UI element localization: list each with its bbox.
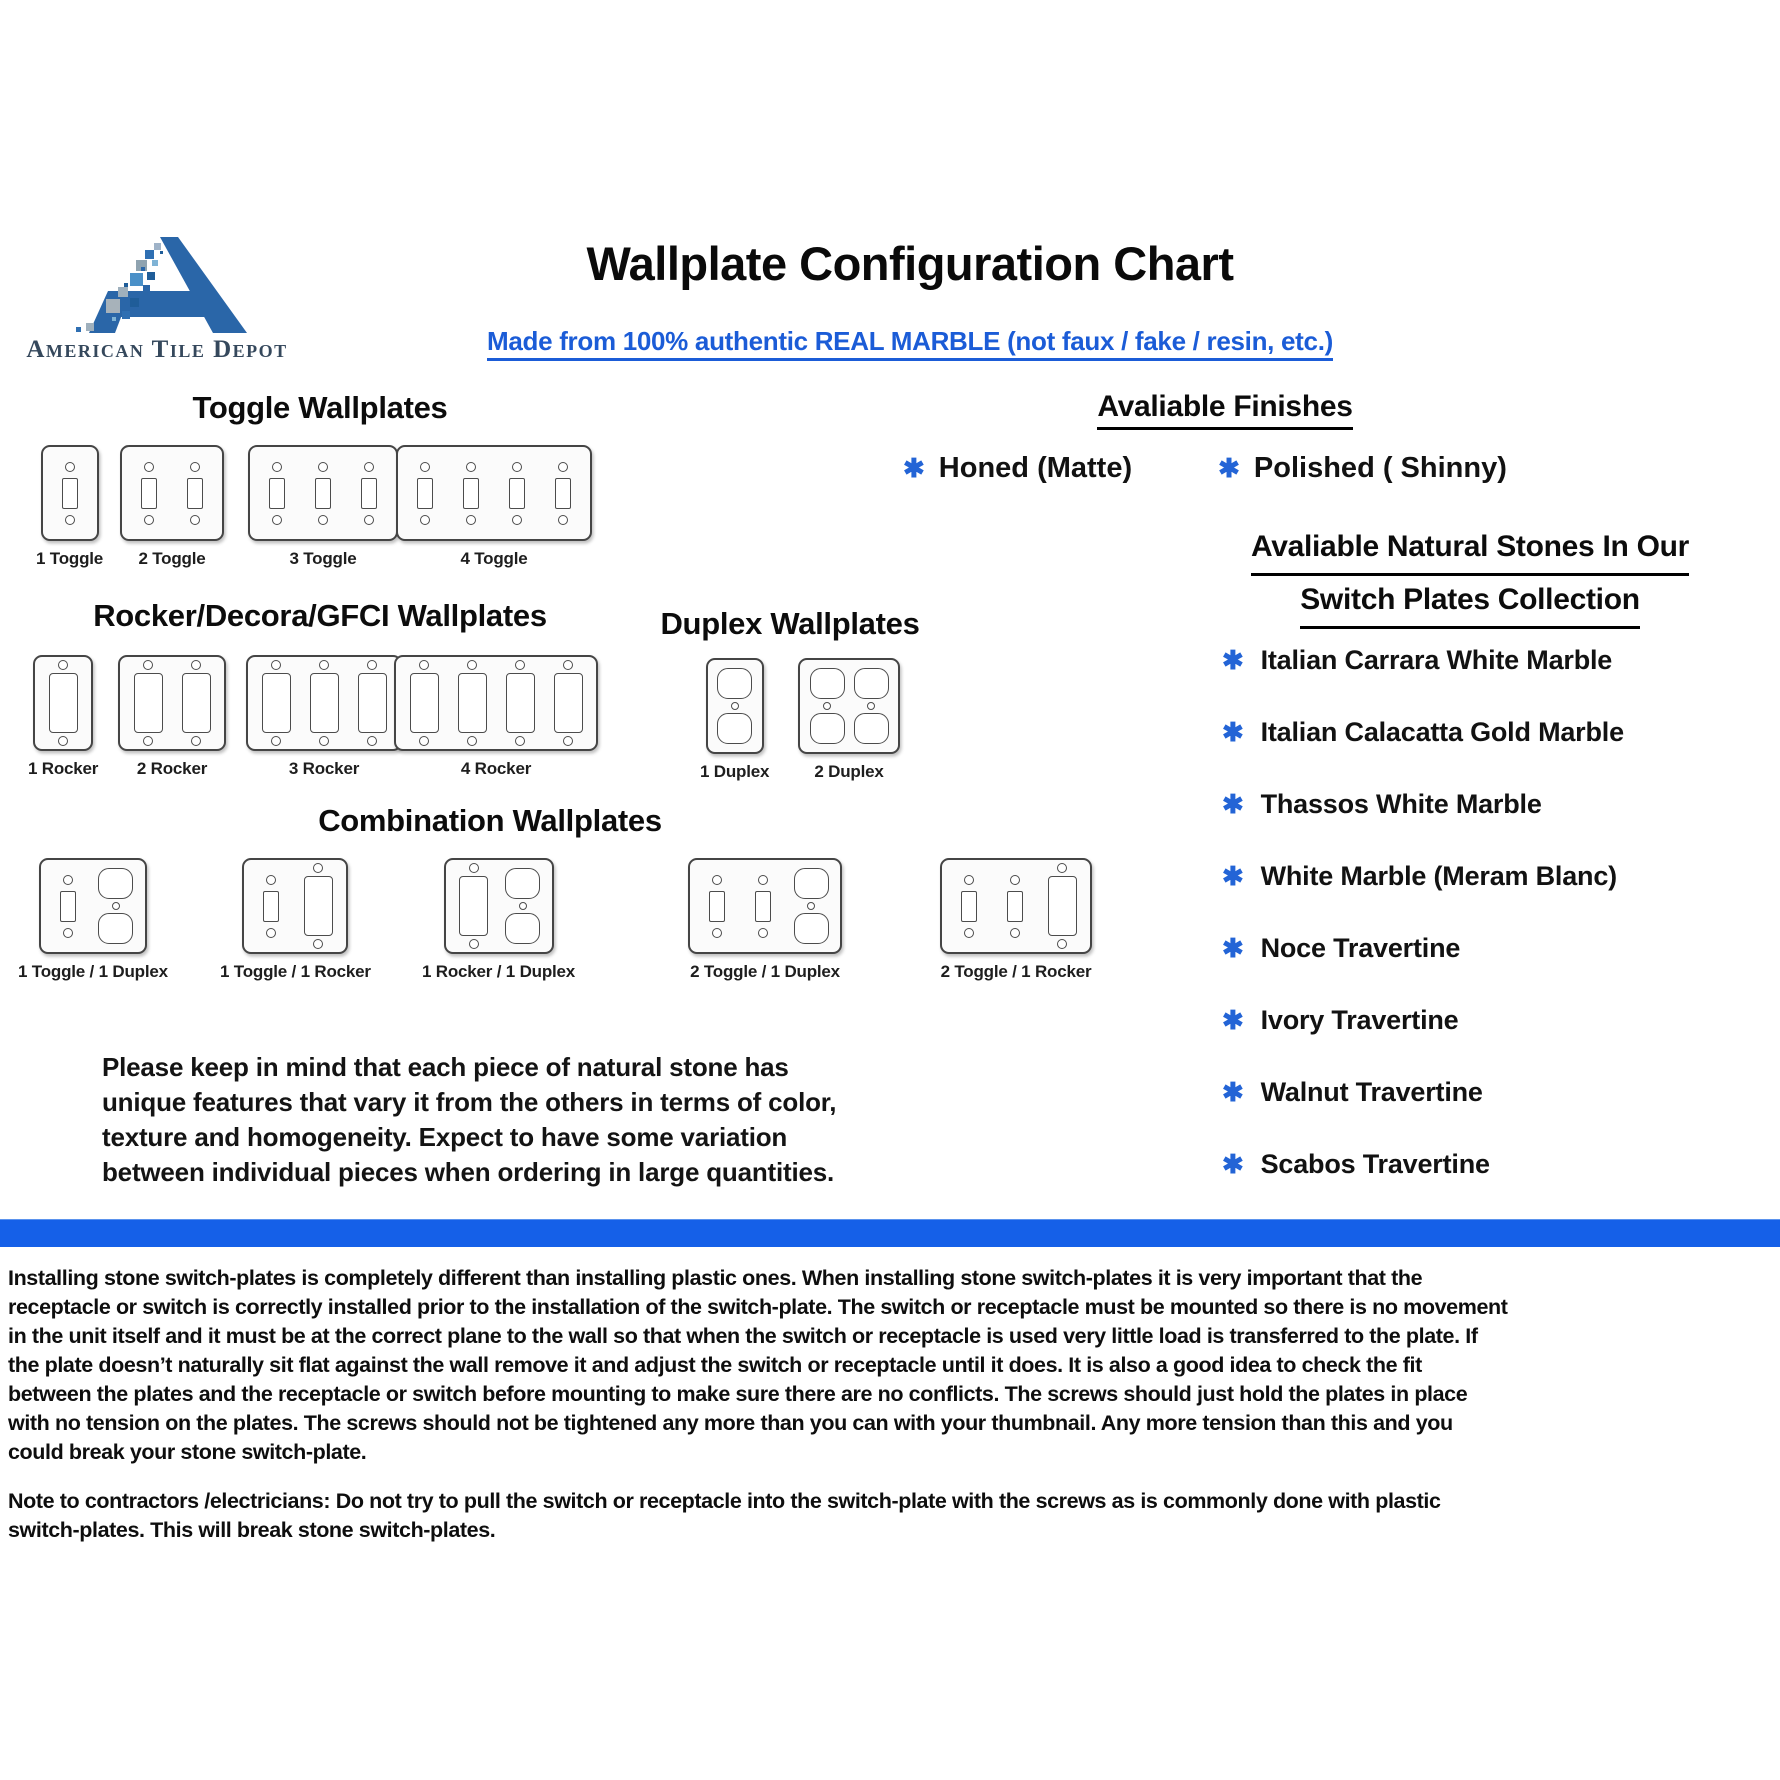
toggle-cutout [361, 478, 377, 509]
toggle-cutout [709, 891, 725, 922]
rocker-slot [300, 863, 336, 949]
screw-icon [364, 515, 374, 525]
text-line: between individual pieces when ordering in large quantities. [102, 1157, 835, 1187]
screw-icon [112, 902, 120, 910]
contractors-note [8, 1487, 1441, 1545]
screw-icon [469, 939, 479, 949]
wallplate-label: 1 Rocker [28, 759, 99, 778]
stone-item [1222, 789, 1624, 820]
duplex-outlet-cutout [854, 713, 889, 744]
wallplate-label: 1 Toggle / 1 Duplex [18, 962, 168, 981]
screw-icon [466, 515, 476, 525]
wallplate-item-2-toggle-1-rocker [940, 858, 1092, 982]
toggle-slot [454, 462, 488, 525]
screw-icon [63, 875, 73, 885]
stone-label: Noce Travertine [1260, 933, 1461, 963]
toggle-cutout [187, 478, 203, 509]
screw-icon [65, 462, 75, 472]
screw-icon [266, 875, 276, 885]
rocker-section-heading: Rocker/Decora/GFCI Wallplates [93, 598, 547, 633]
stones-heading-line1: Avaliable Natural Stones In Our [1251, 524, 1689, 576]
duplex-outlet-cutout [717, 713, 752, 744]
wallplate-item-1-toggle-1-rocker [220, 858, 371, 982]
text-line: the plate doesn’t naturally sit flat against the wall remove it and adjust the switch or receptacle until it does. It is also a good idea to check the fit [8, 1353, 1422, 1377]
text-line: texture and homogeneity. Expect to have some variation [102, 1122, 788, 1152]
duplex-outlet-cutout [810, 668, 845, 699]
star-bullet-icon: ✱ [1222, 933, 1244, 963]
wallplate-label: 3 Toggle [289, 549, 357, 568]
toggle-slot [352, 462, 386, 525]
stone-label: Thassos White Marble [1260, 789, 1542, 819]
screw-icon [512, 515, 522, 525]
screw-icon [420, 515, 430, 525]
toggle-cutout [263, 891, 279, 922]
wallplate-diagram [396, 445, 592, 541]
variation-note [102, 1050, 932, 1190]
duplex-outlet-cutout [794, 913, 829, 944]
toggle-slot [952, 875, 986, 938]
stone-item [1222, 1077, 1624, 1108]
screw-icon [469, 863, 479, 873]
page-title: Wallplate Configuration Chart [586, 237, 1234, 290]
wallplate-diagram [39, 858, 147, 954]
toggle-slot [998, 875, 1032, 938]
star-bullet-icon: ✱ [1222, 645, 1244, 675]
screw-icon [512, 462, 522, 472]
screw-icon [266, 928, 276, 938]
star-bullet-icon: ✱ [1222, 717, 1244, 747]
available-stones-heading [1190, 524, 1750, 630]
toggle-slot [408, 462, 442, 525]
text-line: Installing stone switch-plates is completely different than installing plastic ones. When installing stone switch-plates it is very important that the [8, 1266, 1423, 1290]
installation-instructions [8, 1264, 1508, 1467]
star-bullet-icon: ✱ [903, 453, 925, 483]
duplex-outlet-cutout [505, 913, 540, 944]
wallplate-label: 1 Rocker / 1 Duplex [422, 962, 576, 981]
screw-icon [144, 462, 154, 472]
wallplate-item-1-toggle-1-duplex [18, 858, 168, 982]
american-tile-depot-logo [12, 233, 302, 364]
star-bullet-icon: ✱ [1222, 861, 1244, 891]
wallplate-label: 1 Toggle / 1 Rocker [220, 962, 371, 981]
screw-icon [364, 462, 374, 472]
screw-icon [964, 928, 974, 938]
toggle-cutout [463, 478, 479, 509]
wallplate-diagram [242, 858, 348, 954]
wallplate-diagram [41, 445, 99, 541]
screw-icon [466, 462, 476, 472]
screw-icon [1057, 939, 1067, 949]
screw-icon [1057, 863, 1067, 873]
star-bullet-icon: ✱ [1222, 1149, 1244, 1179]
available-finishes-heading: Avaliable Finishes [990, 390, 1460, 430]
finish-item [903, 452, 1132, 485]
screw-icon [712, 928, 722, 938]
wallplate-item-2-duplex [798, 658, 900, 782]
screw-icon [420, 462, 430, 472]
screw-icon [964, 875, 974, 885]
screw-icon [318, 515, 328, 525]
screw-icon [313, 939, 323, 949]
toggle-cutout [269, 478, 285, 509]
screw-icon [318, 462, 328, 472]
wallplate-label: 4 Rocker [460, 759, 532, 778]
wallplate-diagram [940, 858, 1092, 954]
text-line: with no tension on the plates. The screws should not be tightened any more than you can with your thumbnail. Any more tension than this and you [8, 1411, 1453, 1435]
stone-item [1222, 1005, 1624, 1036]
screw-icon [190, 515, 200, 525]
duplex-outlet-cutout [505, 868, 540, 899]
duplex-outlet-cutout [810, 713, 845, 744]
wallplate-label: 4 Toggle [460, 549, 528, 568]
combination-section-heading: Combination Wallplates [318, 803, 662, 838]
toggle-slot [546, 462, 580, 525]
screw-icon [1010, 928, 1020, 938]
screw-icon [758, 928, 768, 938]
toggle-slot [51, 875, 85, 938]
duplex-slot [792, 868, 830, 944]
wallplate-label: 2 Toggle / 1 Rocker [940, 962, 1092, 981]
stone-item [1222, 1149, 1624, 1180]
logo-wordmark: American Tile Depot [26, 336, 288, 363]
wallplate-item-1-duplex [700, 658, 769, 782]
stone-item [1222, 645, 1624, 676]
wallplate-label: 1 Duplex [700, 762, 770, 781]
duplex-slot [97, 868, 135, 944]
duplex-outlet-cutout [98, 913, 133, 944]
blue-divider-bar [0, 1219, 1780, 1247]
star-bullet-icon: ✱ [1222, 1077, 1244, 1107]
toggle-slot [700, 875, 734, 938]
stones-list [1222, 645, 1624, 1180]
toggle-slot [260, 462, 294, 525]
text-line: switch-plates. This will break stone switch-plates. [8, 1518, 496, 1542]
wallplate-item-1-rocker-1-duplex [422, 858, 575, 982]
text-line: receptacle or switch is correctly installed prior to the installation of the switch-plate. The switch or receptacle must be mounted so there is no movement [8, 1295, 1508, 1319]
toggle-slot [306, 462, 340, 525]
stones-heading-line2: Switch Plates Collection [1300, 577, 1640, 629]
toggle-cutout [555, 478, 571, 509]
stone-label: Ivory Travertine [1260, 1005, 1459, 1035]
screw-icon [807, 902, 815, 910]
toggle-slot [178, 462, 212, 525]
toggle-cutout [417, 478, 433, 509]
stone-item [1222, 933, 1624, 964]
wallplate-item-2-toggle-1-duplex [688, 858, 842, 982]
toggle-slot [132, 462, 166, 525]
screw-icon [558, 515, 568, 525]
screw-icon [519, 902, 527, 910]
wallplate-diagram [798, 658, 900, 754]
duplex-slot [716, 668, 754, 744]
page-subtitle-wrap [420, 326, 1400, 361]
toggle-slot [746, 875, 780, 938]
screw-icon [272, 515, 282, 525]
logo-mosaic-a-icon [12, 233, 302, 333]
star-bullet-icon: ✱ [1218, 453, 1240, 483]
duplex-slot [504, 868, 542, 944]
wallplate-diagram [706, 658, 764, 754]
finish-item [1218, 452, 1507, 485]
wallplate-label: 2 Duplex [814, 762, 884, 781]
rocker-cutout [304, 876, 333, 936]
screw-icon [144, 515, 154, 525]
wallplate-diagram [120, 445, 224, 541]
star-bullet-icon: ✱ [1222, 789, 1244, 819]
wallplate-diagram [444, 858, 554, 954]
wallplate-item-2-toggle [120, 445, 224, 569]
stone-label: Scabos Travertine [1260, 1149, 1490, 1179]
duplex-outlet-cutout [794, 868, 829, 899]
toggle-section-heading: Toggle Wallplates [192, 390, 448, 425]
wallplate-item-3-toggle [248, 445, 398, 569]
screw-icon [190, 462, 200, 472]
duplex-slot [808, 668, 846, 744]
finishes-list [903, 452, 1507, 485]
duplex-section-heading: Duplex Wallplates [660, 606, 920, 641]
wallplate-label: 2 Rocker [136, 759, 208, 778]
stone-label: Italian Carrara White Marble [1260, 645, 1613, 675]
toggle-cutout [315, 478, 331, 509]
toggle-cutout [755, 891, 771, 922]
toggle-cutout [961, 891, 977, 922]
finish-label: Polished ( Shinny) [1253, 452, 1507, 484]
text-line: could break your stone switch-plate. [8, 1440, 367, 1464]
screw-icon [65, 515, 75, 525]
screw-icon [758, 875, 768, 885]
duplex-outlet-cutout [854, 668, 889, 699]
screw-icon [867, 702, 875, 710]
text-line: in the unit itself and it must be at the correct plane to the wall so that when the switch or receptacle is used very little load is transferred to the plate. If [8, 1324, 1478, 1348]
text-line: Note to contractors /electricians: Do not try to pull the switch or receptacle into the switch-plate with the screws as is commonly done with plastic [8, 1489, 1441, 1513]
stone-item [1222, 717, 1624, 748]
wallplate-label: 2 Toggle [138, 549, 206, 568]
toggle-cutout [509, 478, 525, 509]
duplex-outlet-cutout [98, 868, 133, 899]
toggle-cutout [60, 891, 76, 922]
duplex-outlet-cutout [717, 668, 752, 699]
wallplate-label: 2 Toggle / 1 Duplex [690, 962, 840, 981]
rocker-slot [1044, 863, 1080, 949]
wallplate-label: 1 Toggle [36, 549, 104, 568]
stone-label: Italian Calacatta Gold Marble [1260, 717, 1624, 747]
wallplate-item-4-toggle [396, 445, 592, 569]
screw-icon [823, 702, 831, 710]
rocker-cutout [1048, 876, 1077, 936]
screw-icon [558, 462, 568, 472]
screw-icon [313, 863, 323, 873]
text-line: between the plates and the receptacle or switch before mounting to make sure there are no conflicts. The screws should just hold the plates in place [8, 1382, 1468, 1406]
toggle-slot [254, 875, 288, 938]
screw-icon [712, 875, 722, 885]
wallplate-label: 3 Rocker [288, 759, 360, 778]
wallplate-item-1-toggle [36, 445, 103, 569]
toggle-cutout [1007, 891, 1023, 922]
toggle-cutout [141, 478, 157, 509]
screw-icon [63, 928, 73, 938]
toggle-cutout [62, 478, 78, 509]
toggle-slot [500, 462, 534, 525]
stone-item [1222, 861, 1624, 892]
screw-icon [1010, 875, 1020, 885]
wallplate-diagram [248, 445, 398, 541]
duplex-slot [852, 668, 890, 744]
star-bullet-icon: ✱ [1222, 1005, 1244, 1035]
page-subtitle: Made from 100% authentic REAL MARBLE (not faux / fake / resin, etc.) [487, 326, 1333, 361]
screw-icon [272, 462, 282, 472]
text-line: unique features that vary it from the others in terms of color, [102, 1087, 837, 1117]
text-line: Please keep in mind that each piece of natural stone has [102, 1052, 789, 1082]
toggle-slot [53, 462, 87, 525]
screw-icon [731, 702, 739, 710]
stone-label: White Marble (Meram Blanc) [1260, 861, 1617, 891]
rocker-cutout [459, 876, 488, 936]
finish-label: Honed (Matte) [938, 452, 1133, 484]
wallplate-diagram [688, 858, 842, 954]
rocker-slot [456, 863, 492, 949]
stone-label: Walnut Travertine [1260, 1077, 1483, 1107]
